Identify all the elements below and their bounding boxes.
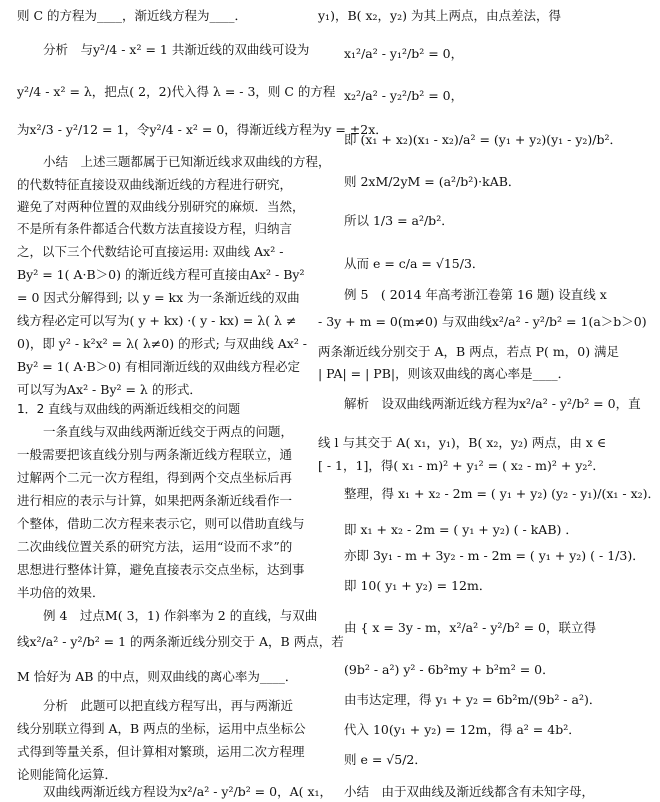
left-text-line: 半功倍的效果． bbox=[17, 585, 105, 600]
right-text-line: 整理，得 x₁ + x₂ - 2m = ( y₁ + y₂) (y₂ - y₁)/(x₁ - x₂)． bbox=[344, 486, 660, 501]
left-text-line: 双曲线两渐近线方程设为x²/a² - y²/b² = 0，A( x₁， bbox=[43, 784, 333, 799]
right-text-line: 即 x₁ + x₂ - 2m = ( y₁ + y₂) ( - kAB) ． bbox=[344, 522, 578, 537]
left-text-line: 为x²/3 - y²/12 = 1，令y²/4 - x² = 0，得渐近线方程为y = ±2x． bbox=[17, 122, 388, 137]
left-text-line: 论则能简化运算． bbox=[17, 767, 118, 782]
right-text-line: 例 5 ( 2014 年高考浙江卷第 16 题) 设直线 x bbox=[344, 287, 607, 302]
left-text-line: 一条直线与双曲线两渐近线交于两点的问题， bbox=[43, 424, 294, 439]
right-text-line: 所以 1/3 = a²/b²． bbox=[344, 213, 454, 228]
right-text-line: 即 (x₁ + x₂)(x₁ - x₂)/a² = (y₁ + y₂)(y₁ - y₂)/b²． bbox=[344, 132, 623, 147]
left-text-line: 分析 与y²/4 - x² = 1 共渐近线的双曲线可设为 bbox=[43, 42, 310, 57]
left-text-line: = 0 因式分解得到; 以 y = kx 为一条渐近线的双曲 bbox=[17, 290, 300, 305]
right-text-line: 由 { x = 3y - m，x²/a² - y²/b² = 0，联立得 bbox=[344, 620, 596, 635]
left-text-line: 0)，即 y² - k²x² = λ( λ≠0) 的形式; 与双曲线 Ax² - bbox=[17, 336, 308, 351]
left-text-line: 个整体，借助二次方程来表示它，则可以借助直线与 bbox=[17, 516, 305, 531]
right-text-line: x₂²/a² - y₂²/b² = 0， bbox=[344, 88, 464, 103]
right-text-line: 线 l 与其交于 A( x₁，y₁)，B( x₂，y₂) 两点，由 x ∈ bbox=[318, 435, 607, 450]
left-text-line: 不是所有条件都适合代数方法直接设方程，归纳言 bbox=[17, 221, 293, 236]
right-text-line: 由韦达定理，得 y₁ + y₂ = 6b²m/(9b² - a²)． bbox=[344, 692, 602, 707]
left-text-line: 分析 此题可以把直线方程写出，再与两渐近 bbox=[43, 698, 294, 713]
right-text-line: 代入 10(y₁ + y₂) = 12m，得 a² = 4b²． bbox=[344, 722, 581, 737]
right-text-line: 亦即 3y₁ - m + 3y₂ - m - 2m = ( y₁ + y₂) ( - 1/3)． bbox=[344, 548, 645, 563]
left-text-line: 则 C 的方程为____，渐近线方程为____． bbox=[17, 8, 248, 23]
right-text-line: 则 2xM/2yM = (a²/b²)·kAB． bbox=[344, 174, 521, 189]
right-text-line: 解析 设双曲线两渐近线方程为x²/a² - y²/b² = 0，直 bbox=[344, 396, 641, 411]
right-text-line: (9b² - a²) y² - 6b²my + b²m² = 0． bbox=[344, 662, 555, 677]
right-text-line: 两条渐近线分别交于 A，B 两点，若点 P( m，0) 满足 bbox=[318, 344, 620, 359]
left-text-line: 线分别联立得到 A，B 两点的坐标，运用中点坐标公 bbox=[17, 721, 306, 736]
left-text-line: 之，以下三个代数结论可直接运用: 双曲线 Ax² - bbox=[17, 244, 284, 259]
right-text-line: - 3y + m = 0(m≠0) 与双曲线x²/a² - y²/b² = 1(a＞b＞0) bbox=[318, 314, 647, 329]
left-text-line: 思想进行整体计算，避免直接表示交点坐标，达到事 bbox=[17, 562, 305, 577]
left-text-line: By² = 1( A·B＞0) 有相同渐近线的双曲线方程必定 bbox=[17, 359, 300, 374]
right-text-line: [ - 1，1]，得( x₁ - m)² + y₁² = ( x₂ - m)² + y₂²． bbox=[318, 458, 605, 473]
left-text-line: 线方程必定可以写为( y + kx) ·( y - kx) = λ( λ ≠ bbox=[17, 313, 297, 328]
left-text-line: 进行相应的表示与计算，如果把两条渐近线看作一 bbox=[17, 493, 293, 508]
right-text-line: | PA| = | PB|，则该双曲线的离心率是____． bbox=[318, 366, 571, 381]
left-text-line: M 恰好为 AB 的中点，则双曲线的离心率为____． bbox=[17, 669, 298, 684]
right-text-line: y₁)，B( x₂，y₂) 为其上两点，由点差法，得 bbox=[318, 8, 561, 23]
left-text-line: y²/4 - x² = λ，把点( 2，2)代入得 λ = - 3，则 C 的方程 bbox=[17, 84, 336, 99]
right-text-line: x₁²/a² - y₁²/b² = 0， bbox=[344, 46, 464, 61]
left-text-line: 避免了对两种位置的双曲线分别研究的麻烦．当然， bbox=[17, 199, 305, 214]
left-text-line: 二次曲线位置关系的研究方法，运用“设而不求”的 bbox=[17, 539, 293, 554]
left-text-line: 的代数特征直接设双曲线渐近线的方程进行研究， bbox=[17, 177, 293, 192]
left-text-line: 小结 上述三题都属于已知渐近线求双曲线的方程， bbox=[43, 154, 331, 169]
left-text-line: By² = 1( A·B＞0) 的渐近线方程可直接由Ax² - By² bbox=[17, 267, 305, 282]
left-text-line: 式得到等量关系，但计算相对繁琐，运用二次方程理 bbox=[17, 744, 305, 759]
right-text-line: 小结 由于双曲线及渐近线都含有未知字母， bbox=[344, 784, 595, 799]
right-text-line: 即 10( y₁ + y₂) = 12m． bbox=[344, 578, 492, 593]
left-text-line: 过解两个二元一次方程组，得到两个交点坐标后再 bbox=[17, 470, 293, 485]
left-text-line: 1．2 直线与双曲线的两渐近线相交的问题 bbox=[17, 402, 241, 416]
left-text-line: 例 4 过点M( 3，1) 作斜率为 2 的直线，与双曲 bbox=[43, 608, 318, 623]
right-text-line: 从而 e = c/a = √15/3． bbox=[344, 256, 485, 271]
right-text-line: 则 e = √5/2． bbox=[344, 752, 427, 767]
left-text-line: 可以写为Ax² - By² = λ 的形式． bbox=[17, 382, 202, 397]
left-text-line: 一般需要把该直线分别与两条渐近线方程联立，通 bbox=[17, 447, 293, 462]
left-text-line: 线x²/a² - y²/b² = 1 的两条渐近线分别交于 A，B 两点，若 bbox=[17, 634, 344, 649]
